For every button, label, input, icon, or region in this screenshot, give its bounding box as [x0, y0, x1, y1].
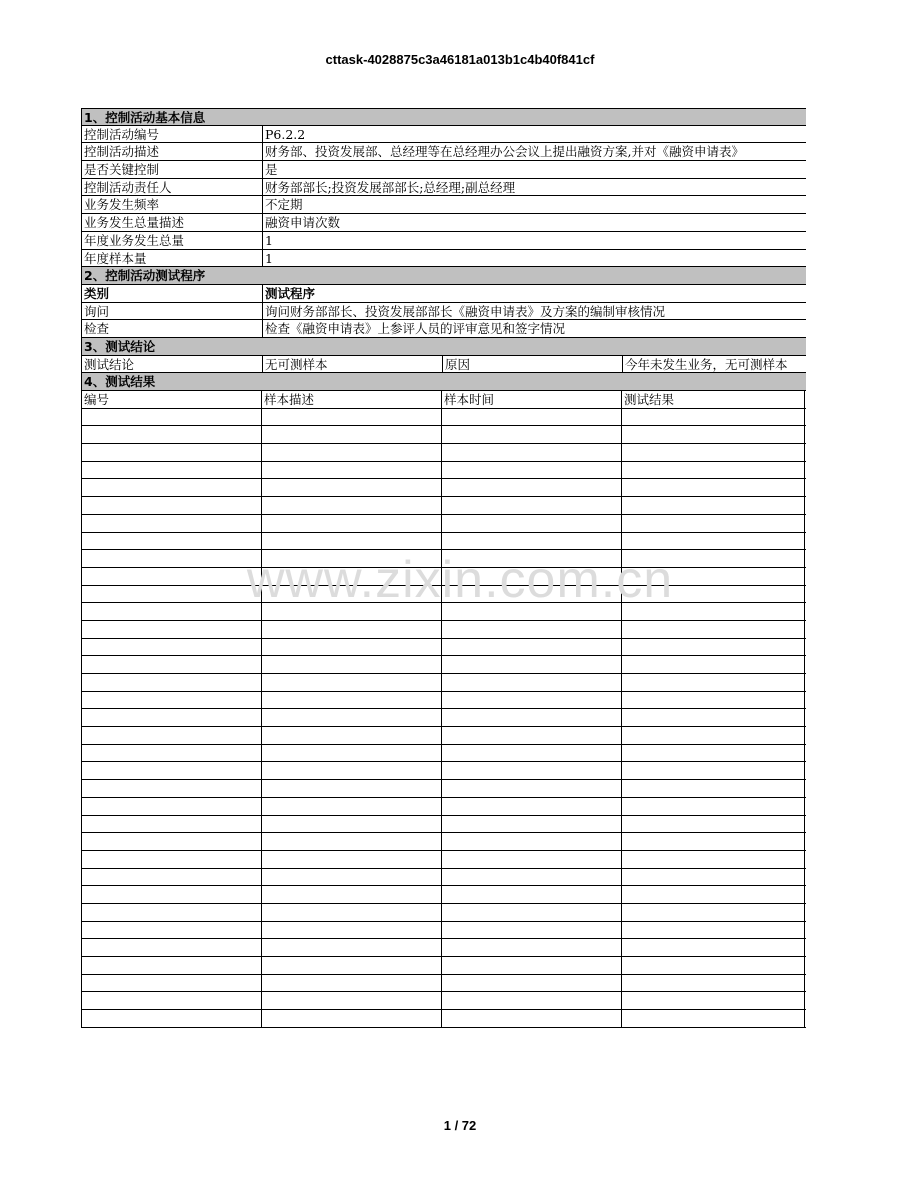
table-cell	[262, 709, 442, 726]
table-row	[82, 550, 806, 568]
table-cell	[262, 550, 442, 567]
table-cell	[82, 727, 262, 744]
info-label: 控制活动责任人	[82, 179, 263, 196]
table-cell	[82, 692, 262, 709]
table-cell	[622, 409, 805, 426]
table-cell	[262, 479, 442, 496]
info-row	[82, 126, 806, 144]
results-header-row	[82, 391, 806, 409]
table-row	[82, 568, 806, 586]
table-cell	[262, 533, 442, 550]
table-cell	[442, 674, 622, 691]
table-cell	[622, 497, 805, 514]
table-row	[82, 603, 806, 621]
table-row	[82, 992, 806, 1010]
table-cell	[442, 462, 622, 479]
info-value: 1	[265, 250, 273, 266]
procedure-text: 询问财务部部长、投资发展部部长《融资申请表》及方案的编制审核情况	[265, 303, 666, 319]
table-cell	[622, 869, 805, 886]
table-cell	[82, 851, 262, 868]
results-column-header: 样本时间	[442, 391, 622, 408]
table-cell	[442, 833, 622, 850]
table-cell	[262, 462, 442, 479]
table-row	[82, 922, 806, 940]
table-cell	[622, 709, 805, 726]
table-row	[82, 462, 806, 480]
table-row	[82, 762, 806, 780]
info-value: 是	[265, 162, 278, 178]
table-cell	[442, 550, 622, 567]
info-row	[82, 214, 806, 232]
table-cell	[442, 886, 622, 903]
results-column-header: 测试结果	[622, 391, 805, 408]
reason-value: 今年未发生业务，无可测样本	[625, 356, 788, 372]
table-cell	[442, 479, 622, 496]
table-cell	[82, 462, 262, 479]
table-cell	[262, 904, 442, 921]
table-row	[82, 1010, 806, 1028]
table-cell	[82, 798, 262, 815]
table-cell	[82, 904, 262, 921]
info-value: 1	[265, 232, 273, 248]
table-row	[82, 727, 806, 745]
table-cell	[82, 709, 262, 726]
table-cell	[622, 833, 805, 850]
table-cell	[262, 816, 442, 833]
table-cell	[442, 586, 622, 603]
section2-header-row	[82, 285, 806, 303]
table-cell	[82, 515, 262, 532]
table-row	[82, 886, 806, 904]
table-row	[82, 444, 806, 462]
info-value: 财务部部长;投资发展部部长;总经理;副总经理	[265, 179, 516, 195]
table-cell	[442, 603, 622, 620]
table-row	[82, 479, 806, 497]
table-cell	[262, 975, 442, 992]
section3-title-row	[82, 338, 806, 356]
table-cell	[82, 621, 262, 638]
table-cell	[622, 533, 805, 550]
table-cell	[262, 497, 442, 514]
table-cell	[82, 409, 262, 426]
table-cell	[442, 851, 622, 868]
table-cell	[262, 992, 442, 1009]
table-cell	[262, 745, 442, 762]
table-row	[82, 639, 806, 657]
section2-title-row	[82, 267, 806, 285]
table-cell	[442, 709, 622, 726]
results-column-header: 编号	[82, 391, 262, 408]
table-cell	[622, 479, 805, 496]
table-cell	[442, 639, 622, 656]
table-cell	[82, 586, 262, 603]
conclusion-row	[82, 356, 806, 374]
table-cell	[82, 656, 262, 673]
table-row	[82, 939, 806, 957]
table-row	[82, 709, 806, 727]
info-value: 融资申请次数	[265, 215, 341, 231]
table-cell	[622, 426, 805, 443]
table-cell	[82, 745, 262, 762]
info-label: 业务发生总量描述	[82, 214, 263, 231]
watermark: www.zixin.com.cn	[246, 551, 674, 609]
table-cell	[442, 957, 622, 974]
table-cell	[262, 780, 442, 797]
table-cell	[82, 497, 262, 514]
table-cell	[442, 745, 622, 762]
table-cell	[262, 603, 442, 620]
table-cell	[442, 869, 622, 886]
table-row	[82, 904, 806, 922]
table-cell	[82, 869, 262, 886]
table-cell	[262, 444, 442, 461]
table-cell	[262, 515, 442, 532]
table-row	[82, 497, 806, 515]
table-cell	[442, 816, 622, 833]
info-row	[82, 232, 806, 250]
table-cell	[622, 692, 805, 709]
table-cell	[262, 939, 442, 956]
table-cell	[82, 568, 262, 585]
table-row	[82, 533, 806, 551]
table-cell	[622, 851, 805, 868]
info-value: 不定期	[265, 197, 303, 213]
table-cell	[622, 939, 805, 956]
table-cell	[442, 939, 622, 956]
table-row	[82, 656, 806, 674]
info-label: 年度业务发生总量	[82, 232, 263, 249]
table-row	[82, 745, 806, 763]
table-cell	[82, 444, 262, 461]
table-cell	[442, 798, 622, 815]
table-cell	[262, 409, 442, 426]
table-row	[82, 621, 806, 639]
conclusion-value: 无可测样本	[263, 356, 443, 373]
table-row	[82, 780, 806, 798]
table-cell	[262, 674, 442, 691]
table-cell	[262, 762, 442, 779]
table-row	[82, 816, 806, 834]
table-cell	[262, 957, 442, 974]
table-cell	[262, 692, 442, 709]
table-cell	[622, 568, 805, 585]
section1-title-row	[82, 108, 806, 126]
table-cell	[262, 851, 442, 868]
table-cell	[622, 674, 805, 691]
table-cell	[622, 904, 805, 921]
document-id-header: cttask-4028875c3a46181a013b1c4b40f841cf	[325, 52, 595, 67]
table-cell	[622, 957, 805, 974]
table-cell	[82, 833, 262, 850]
table-cell	[442, 727, 622, 744]
table-row	[82, 409, 806, 427]
table-cell	[622, 762, 805, 779]
procedure-row	[82, 303, 806, 321]
table-cell	[622, 550, 805, 567]
table-cell	[622, 798, 805, 815]
table-cell	[442, 780, 622, 797]
table-cell	[622, 639, 805, 656]
table-cell	[622, 886, 805, 903]
info-row	[82, 179, 806, 197]
info-value: 财务部、投资发展部、总经理等在总经理办公会议上提出融资方案,并对《融资申请表》	[265, 144, 744, 160]
procedure-row	[82, 320, 806, 338]
table-row	[82, 586, 806, 604]
table-cell	[82, 426, 262, 443]
table-cell	[82, 639, 262, 656]
page-number: 1 / 72	[443, 1118, 477, 1133]
procedure-text: 检查《融资申请表》上参评人员的评审意见和签字情况	[265, 321, 566, 337]
table-cell	[622, 975, 805, 992]
table-cell	[82, 674, 262, 691]
category-header: 类别	[82, 285, 263, 302]
info-row	[82, 161, 806, 179]
procedure-header: 测试程序	[265, 285, 316, 301]
table-cell	[622, 621, 805, 638]
info-label: 控制活动描述	[82, 143, 263, 160]
table-cell	[262, 1010, 442, 1027]
table-cell	[262, 869, 442, 886]
table-cell	[442, 922, 622, 939]
table-row	[82, 851, 806, 869]
table-cell	[82, 603, 262, 620]
table-cell	[82, 1010, 262, 1027]
info-label: 业务发生频率	[82, 196, 263, 213]
results-column-header: 样本描述	[262, 391, 442, 408]
table-cell	[262, 621, 442, 638]
table-row	[82, 833, 806, 851]
table-cell	[442, 762, 622, 779]
table-cell	[442, 692, 622, 709]
table-row	[82, 692, 806, 710]
control-test-sheet	[81, 108, 806, 1028]
table-row	[82, 515, 806, 533]
table-cell	[622, 922, 805, 939]
table-cell	[82, 533, 262, 550]
table-cell	[82, 957, 262, 974]
info-label: 控制活动编号	[82, 126, 263, 143]
table-cell	[82, 922, 262, 939]
table-cell	[622, 992, 805, 1009]
table-cell	[622, 603, 805, 620]
table-cell	[442, 992, 622, 1009]
table-cell	[622, 780, 805, 797]
info-label: 年度样本量	[82, 250, 263, 267]
table-cell	[262, 727, 442, 744]
table-cell	[82, 992, 262, 1009]
table-cell	[262, 886, 442, 903]
table-cell	[262, 586, 442, 603]
table-cell	[622, 745, 805, 762]
section4-title-row	[82, 373, 806, 391]
table-cell	[82, 780, 262, 797]
table-row	[82, 869, 806, 887]
table-cell	[622, 444, 805, 461]
table-cell	[82, 975, 262, 992]
procedure-category: 检查	[82, 320, 263, 337]
table-cell	[442, 533, 622, 550]
section2-title: 2、控制活动测试程序	[84, 268, 206, 284]
table-cell	[622, 462, 805, 479]
table-cell	[82, 816, 262, 833]
info-row	[82, 196, 806, 214]
table-cell	[442, 656, 622, 673]
info-value: P6.2.2	[265, 126, 306, 142]
table-cell	[622, 586, 805, 603]
table-row	[82, 674, 806, 692]
table-cell	[622, 515, 805, 532]
info-row	[82, 250, 806, 268]
table-cell	[262, 922, 442, 939]
reason-label: 原因	[443, 356, 623, 373]
table-cell	[262, 426, 442, 443]
table-cell	[262, 798, 442, 815]
table-cell	[442, 1010, 622, 1027]
table-cell	[442, 497, 622, 514]
info-row	[82, 143, 806, 161]
section4-title: 4、测试结果	[84, 374, 156, 390]
table-cell	[442, 409, 622, 426]
table-cell	[622, 656, 805, 673]
table-cell	[442, 426, 622, 443]
table-row	[82, 957, 806, 975]
table-cell	[442, 515, 622, 532]
table-cell	[442, 975, 622, 992]
table-cell	[262, 639, 442, 656]
table-row	[82, 798, 806, 816]
table-cell	[442, 568, 622, 585]
info-label: 是否关键控制	[82, 161, 263, 178]
table-cell	[262, 656, 442, 673]
table-cell	[622, 1010, 805, 1027]
table-cell	[442, 904, 622, 921]
table-cell	[82, 762, 262, 779]
conclusion-label: 测试结论	[82, 356, 263, 373]
table-cell	[622, 727, 805, 744]
table-cell	[262, 568, 442, 585]
table-cell	[262, 833, 442, 850]
table-cell	[82, 939, 262, 956]
table-cell	[442, 621, 622, 638]
table-cell	[82, 550, 262, 567]
procedure-category: 询问	[82, 303, 263, 320]
section3-title: 3、测试结论	[84, 338, 156, 354]
table-cell	[82, 886, 262, 903]
table-cell	[442, 444, 622, 461]
table-row	[82, 426, 806, 444]
section1-title: 1、控制活动基本信息	[84, 110, 206, 125]
table-cell	[82, 479, 262, 496]
table-cell	[622, 816, 805, 833]
table-row	[82, 975, 806, 993]
